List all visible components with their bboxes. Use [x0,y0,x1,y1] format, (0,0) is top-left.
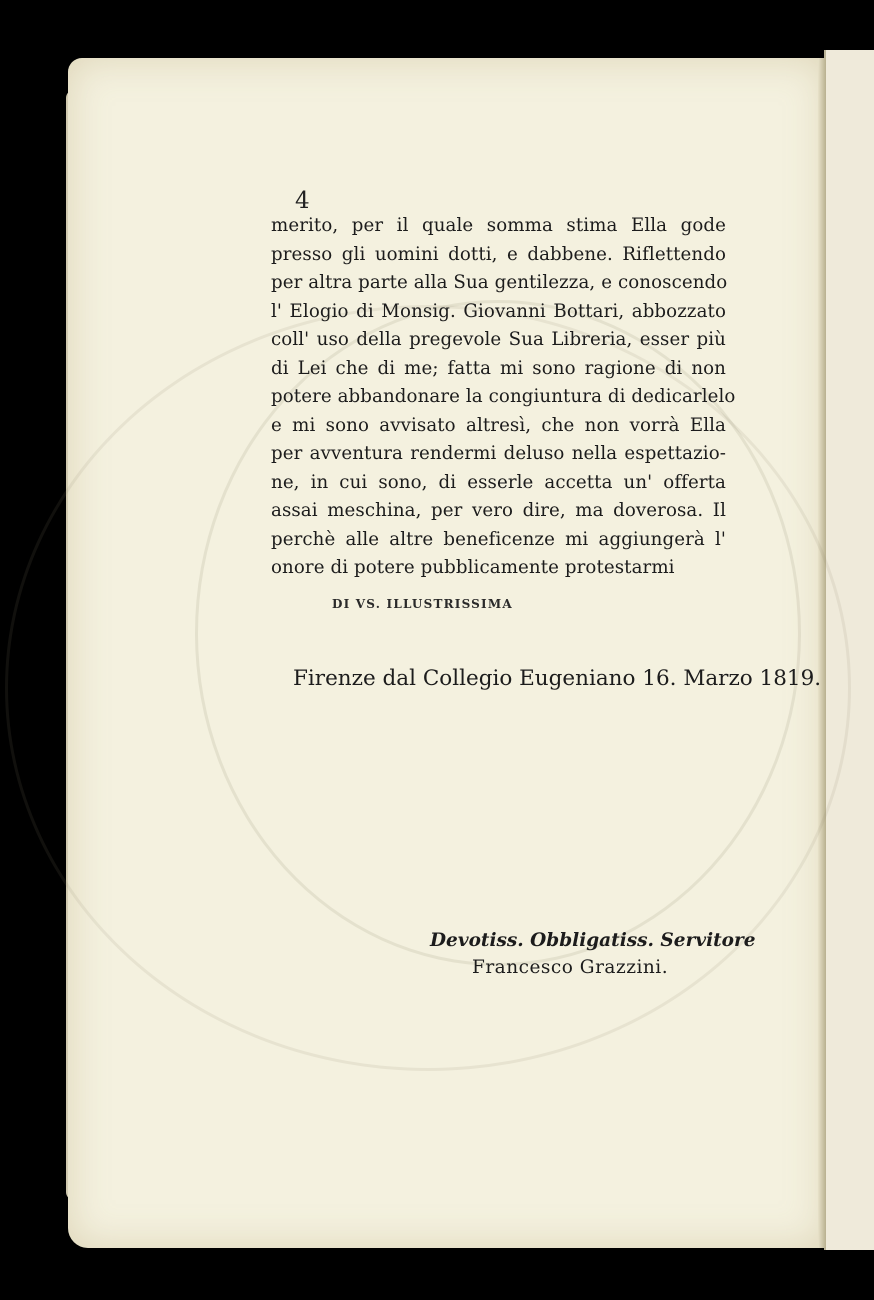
body-paragraph [271,212,736,583]
text-line: l' Elogio di Monsig. Giovanni Bottari, abbozzato [271,300,726,322]
text-line: perchè alle altre beneficenze mi aggiungerà l' [271,528,726,550]
text-line: per avventura rendermi deluso nella espettazio- [271,443,726,464]
signature-title: Devotiss. Obbligatiss. Servitore [430,930,756,951]
text-line: assai meschina, per vero dire, ma doverosa. Il [271,500,726,521]
text-line: presso gli uomini dotti, e dabbene. Riflettendo [271,243,726,265]
text-line: onore di potere pubblicamente protestarmi [271,557,675,578]
text-line: di Lei che di me; fatta mi sono ragione di non [271,357,726,379]
text-line: potere abbandonare la congiuntura di dedicarlelo [271,386,736,407]
text-line: merito, per il quale somma stima Ella gode [271,215,726,236]
text-line: e mi sono avvisato altresì, che non vorrà Ella [271,414,726,436]
text-line: per altra parte alla Sua gentilezza, e conoscendo [271,272,728,293]
text-line: ne, in cui sono, di esserle accetta un' offerta [271,471,726,493]
place-date: Firenze dal Collegio Eugeniano 16. Marzo 1819. [293,666,822,691]
closing-salutation: DI VS. ILLUSTRISSIMA [332,597,513,611]
signature-name: Francesco Grazzini. [472,957,669,978]
text-line: coll' uso della pregevole Sua Libreria, esser più [271,329,726,350]
page-number: 4 [295,188,310,214]
